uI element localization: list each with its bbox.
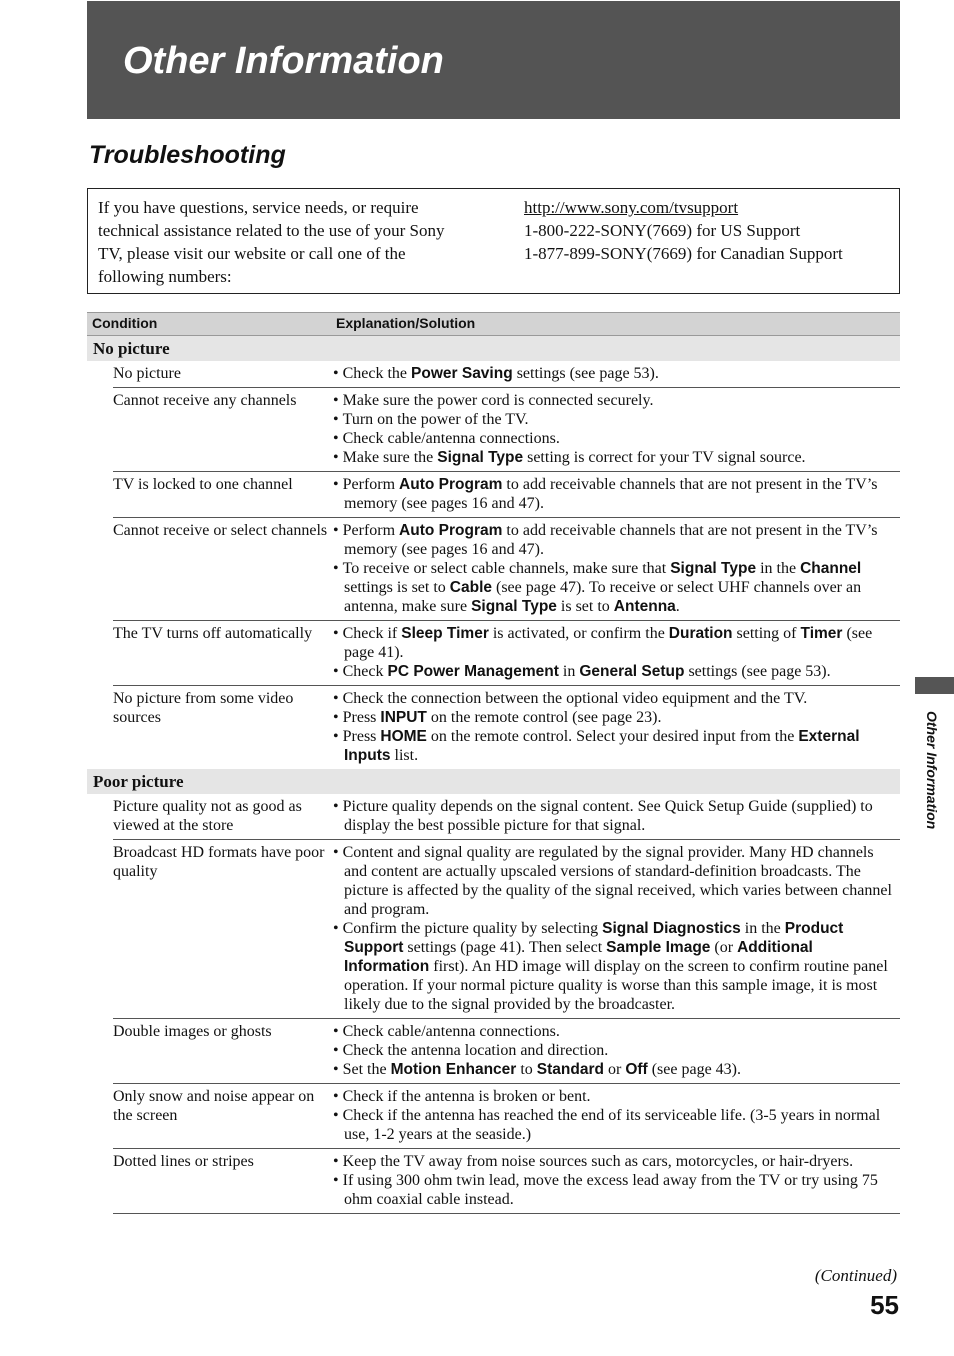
setting-name: Duration [668,625,733,642]
setting-name: Channel [800,560,862,577]
troubleshooting-table [87,312,900,1214]
solution-text: setting of [732,625,801,642]
solution-text: setting is correct for your TV signal source. [523,449,806,466]
solution-text: is activated, or confirm the [488,625,669,642]
section-title: Troubleshooting [89,141,286,169]
setting-name: INPUT [380,709,427,726]
solution-item [333,559,900,616]
solution-text: is set to [556,598,614,615]
condition-cell: No picture from some video sources [113,690,294,726]
solution-item [333,662,900,681]
condition-cell: TV is locked to one channel [113,476,293,493]
table-row [113,1084,900,1149]
setting-name: External Inputs [344,728,860,764]
solution-text: (see page 41). [344,625,873,661]
support-text: If you have questions, service needs, or require technical assistance related to the use of your Sony TV, please visit our website or call one of the following numbers: [98,198,445,286]
solution-item [333,475,900,513]
setting-name: HOME [380,728,427,745]
continued-note: (Continued) [814,1266,897,1285]
solution-item [333,843,900,919]
table-row [113,621,900,686]
solution-text: Press [342,709,381,726]
solution-item [333,364,900,383]
solution-item [333,448,900,467]
condition-cell: Broadcast HD formats have poor quality [113,844,325,880]
setting-name: Auto Program [399,522,503,539]
solution-text: to add receivable channels that are not present in the TV’s memory (see pages 16 and 47). [344,476,878,512]
setting-name: Motion Enhancer [390,1061,517,1078]
chapter-title: Other Information [123,40,444,82]
solution-item [333,797,900,835]
group-header: Poor picture [87,769,900,794]
solution-cell [333,391,900,467]
condition-cell: Only snow and noise appear on the screen [113,1088,315,1124]
solution-item [333,727,900,765]
solution-item [333,410,900,429]
condition-cell: The TV turns off automatically [113,625,313,642]
table-row [113,840,900,1019]
solution-text: Check the connection between the optional video equipment and the TV. [342,690,808,707]
solution-text: Check cable/antenna connections. [342,1023,560,1040]
setting-name: Additional Information [344,939,813,975]
condition-cell: Cannot receive or select channels [113,522,328,539]
solution-text: Check if the antenna has reached the end of its serviceable life. (3-5 years in normal use, 1-2 years at the seaside.) [342,1107,881,1143]
condition-cell: Dotted lines or stripes [113,1153,254,1170]
solution-cell [333,689,900,765]
solution-item [333,1087,900,1106]
setting-name: Signal Type [471,598,557,615]
solution-text: Check the [342,365,412,382]
solution-text: Content and signal quality are regulated by the signal provider. Many HD channels and content are actually upscaled versions of standard-definition broadcasts. The picture is affected by the quality of the signal received, which varies between channel and program. [342,844,892,918]
setting-name: Auto Program [399,476,503,493]
solution-cell [333,1022,900,1079]
solution-cell [333,624,900,681]
column-header-explanation: Explanation/Solution [336,315,476,331]
section-side-tab [915,677,954,694]
setting-name: Off [625,1061,648,1078]
solution-item [333,391,900,410]
setting-name: Cable [449,579,492,596]
solution-text: Check if the antenna is broken or bent. [342,1088,591,1105]
solution-text: Picture quality depends on the signal content. See Quick Setup Guide (supplied) to display the best possible picture for that signal. [342,798,873,834]
solution-item [333,1022,900,1041]
setting-name: General Setup [579,663,685,680]
support-info-box [87,188,900,294]
section-side-label: Other Information [924,711,940,830]
table-row [113,518,900,621]
solution-text: Set the [342,1061,391,1078]
condition-cell: Cannot receive any channels [113,392,297,409]
setting-name: Sample Image [606,939,711,956]
setting-name: Antenna [613,598,676,615]
solution-text: Make sure the power cord is connected securely. [342,392,654,409]
solution-item [333,919,900,1014]
solution-item [333,708,900,727]
support-contacts [524,196,894,265]
solution-cell [333,364,900,383]
solution-text: list. [390,747,419,764]
support-url-link[interactable]: http://www.sony.com/tvsupport [524,198,739,217]
table-row [113,472,900,518]
setting-name: Standard [536,1061,604,1078]
solution-text: on the remote control. Select your desired input from the [426,728,799,745]
table-row [113,794,900,840]
solution-text: settings (see page 53). [684,663,831,680]
table-row [113,361,900,388]
solution-cell [333,1087,900,1144]
solution-text: (see page 47). To receive or select UHF channels over an antenna, make sure [344,579,862,615]
solution-text: Check cable/antenna connections. [342,430,560,447]
solution-text: to [516,1061,537,1078]
group-header: No picture [87,336,900,361]
solution-text: in [558,663,580,680]
solution-text: to add receivable channels that are not present in the TV’s memory (see pages 16 and 47). [344,522,878,558]
solution-text: settings (see page 53). [512,365,659,382]
solution-text: or [603,1061,626,1078]
condition-cell: Double images or ghosts [113,1023,272,1040]
solution-text: Confirm the picture quality by selecting [342,920,603,937]
solution-text: Check if [342,625,402,642]
solution-cell [333,521,900,616]
solution-cell [333,797,900,835]
setting-name: Signal Type [670,560,757,577]
setting-name: Signal Diagnostics [602,920,741,937]
solution-text: Check the antenna location and direction. [342,1042,609,1059]
solution-text: first). An HD image will display on the screen to confirm routine panel operation. If your normal picture quality is worse than this sample image, it is most likely due to the signal provided by the broadcaster. [344,958,888,1013]
page-number: 55 [870,1290,899,1320]
solution-text: Press [342,728,381,745]
solution-text: on the remote control (see page 23). [426,709,662,726]
solution-cell [333,843,900,1014]
table-row [113,388,900,472]
setting-name: Product Support [344,920,844,956]
solution-text: settings is set to [344,579,450,596]
us-support-phone: 1-800-222-SONY(7669) for US Support [524,221,801,240]
solution-item [333,624,900,662]
table-row [113,1019,900,1084]
solution-text: (or [710,939,738,956]
canada-support-phone: 1-877-899-SONY(7669) for Canadian Support [524,244,843,263]
solution-item [333,429,900,448]
solution-item [333,1060,900,1079]
solution-text: (see page 43). [647,1061,741,1078]
solution-item [333,521,900,559]
setting-name: Sleep Timer [401,625,489,642]
condition-cell: Picture quality not as good as viewed at the store [113,798,302,834]
solution-item [333,1041,900,1060]
solution-item [333,1152,900,1171]
solution-text: To receive or select cable channels, make sure that [342,560,671,577]
column-header-condition: Condition [92,315,158,331]
table-row [113,1149,900,1214]
solution-text: Perform [342,476,400,493]
setting-name: Timer [800,625,843,642]
condition-cell: No picture [113,365,181,382]
setting-name: Power Saving [411,365,513,382]
solution-text: settings (page 41). Then select [403,939,607,956]
table-header [87,312,900,336]
solution-item [333,1171,900,1209]
table-row [113,686,900,769]
setting-name: PC Power Management [387,663,559,680]
solution-item [333,689,900,708]
solution-text: Make sure the [342,449,438,466]
solution-cell [333,475,900,513]
solution-text: Check [342,663,388,680]
chapter-banner [87,1,900,119]
table-body [87,336,900,1214]
solution-text: Turn on the power of the TV. [342,411,529,428]
solution-item [333,1106,900,1144]
solution-text: in the [740,920,785,937]
solution-text: Perform [342,522,400,539]
solution-cell [333,1152,900,1209]
solution-text: . [675,598,680,615]
setting-name: Signal Type [437,449,524,466]
solution-text: If using 300 ohm twin lead, move the excess lead away from the TV or try using 75 ohm coaxial cable instead. [342,1172,878,1208]
solution-text: in the [756,560,801,577]
solution-text: Keep the TV away from noise sources such as cars, motorcycles, or hair-dryers. [342,1153,854,1170]
